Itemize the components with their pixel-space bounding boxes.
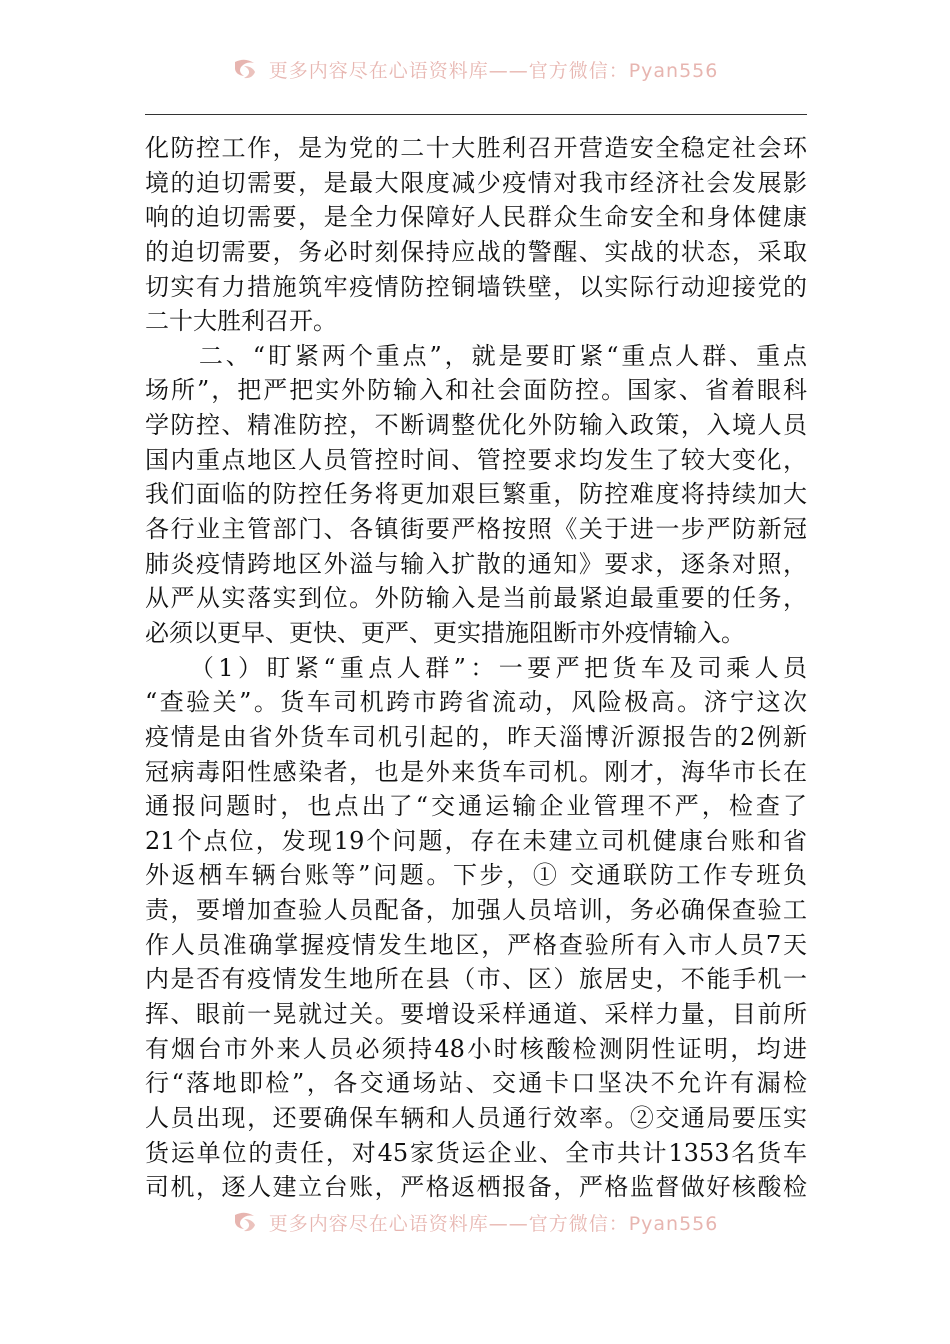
text-line: 外返栖车辆台账等”问题。下步，① 交通联防工作专班负 [145,861,807,890]
text-line: 二十大胜利召开。 [145,307,337,336]
text-line: 响的迫切需要，是全力保障好人民群众生命安全和身体健康 [145,203,807,232]
text-line: 有烟台市外来人员必须持48小时核酸检测阴性证明，均进 [145,1034,807,1063]
text-line: 挥、眼前一晃就过关。要增设采样通道、采样力量，目前所 [145,1000,807,1029]
text-line: 学防控、精准防控，不断调整优化外防输入政策，入境人员 [145,411,807,440]
text-line: 货运单位的责任，对45家货运企业、全市共计1353名货车 [145,1138,807,1167]
text-line: 疫情是由省外货车司机引起的，昨天淄博沂源报告的2例新 [145,722,807,751]
text-line: 21个点位，发现19个问题，存在未建立司机健康台账和省 [145,826,807,855]
text-line: 作人员准确掌握疫情发生地区，严格查验所有入市人员7天 [145,930,807,959]
watermark-bottom [0,1209,950,1238]
watermark-logo-icon [232,1211,258,1238]
text-line: 肺炎疫情跨地区外溢与输入扩散的通知》要求，逐条对照， [145,549,807,578]
text-line: “查验关”。货车司机跨市跨省流动，风险极高。济宁这次 [145,688,807,717]
text-line: 我们面临的防控任务将更加艰巨繁重，防控难度将持续加大 [145,480,807,509]
text-line: 通报问题时，也点出了“交通运输企业管理不严，检查了 [145,792,807,821]
text-line: 切实有力措施筑牢疫情防控铜墙铁壁，以实际行动迎接党的 [145,272,807,301]
text-line: 各行业主管部门、各镇街要严格按照《关于进一步严防新冠 [145,515,807,544]
watermark-top [0,56,950,85]
watermark-logo-icon [232,58,258,85]
text-line: 的迫切需要，务必时刻保持应战的警醒、实战的状态，采取 [145,237,807,266]
text-line: 行“落地即检”，各交通场站、交通卡口坚决不允许有漏检 [145,1069,807,1098]
text-line: 司机，逐人建立台账，严格返栖报备，严格监督做好核酸检 [145,1173,807,1202]
text-line: 境的迫切需要，是最大限度减少疫情对我市经济社会发展影 [145,168,807,197]
text-line: 国内重点地区人员管控时间、管控要求均发生了较大变化， [145,445,807,474]
text-line: 责，要增加查验人员配备，加强人员培训，务必确保查验工 [145,896,807,925]
document-body [145,131,807,1205]
text-line: 二、“盯紧两个重点”，就是要盯紧“重点人群、重点 [145,341,807,370]
text-line: 人员出现，还要确保车辆和人员通行效率。②交通局要压实 [145,1103,807,1132]
text-line: 冠病毒阳性感染者，也是外来货车司机。刚才，海华市长在 [145,757,807,786]
text-line: 化防控工作，是为党的二十大胜利召开营造安全稳定社会环 [145,134,807,162]
text-line: 必须以更早、更快、更严、更实措施阻断市外疫情输入。 [145,618,745,647]
watermark-text: 更多内容尽在心语资料库——官方微信：Pyan556 [268,60,719,82]
watermark-text: 更多内容尽在心语资料库——官方微信：Pyan556 [268,1213,719,1235]
header-rule [145,114,807,115]
text-line: 从严从实落实到位。外防输入是当前最紧迫最重要的任务， [145,584,807,613]
text-line: 场所”，把严把实外防输入和社会面防控。国家、省着眼科 [145,376,807,405]
text-line: 内是否有疫情发生地所在县（市、区）旅居史，不能手机一 [145,965,807,994]
text-line: （1）盯紧“重点人群”：一要严把货车及司乘人员 [145,653,807,682]
